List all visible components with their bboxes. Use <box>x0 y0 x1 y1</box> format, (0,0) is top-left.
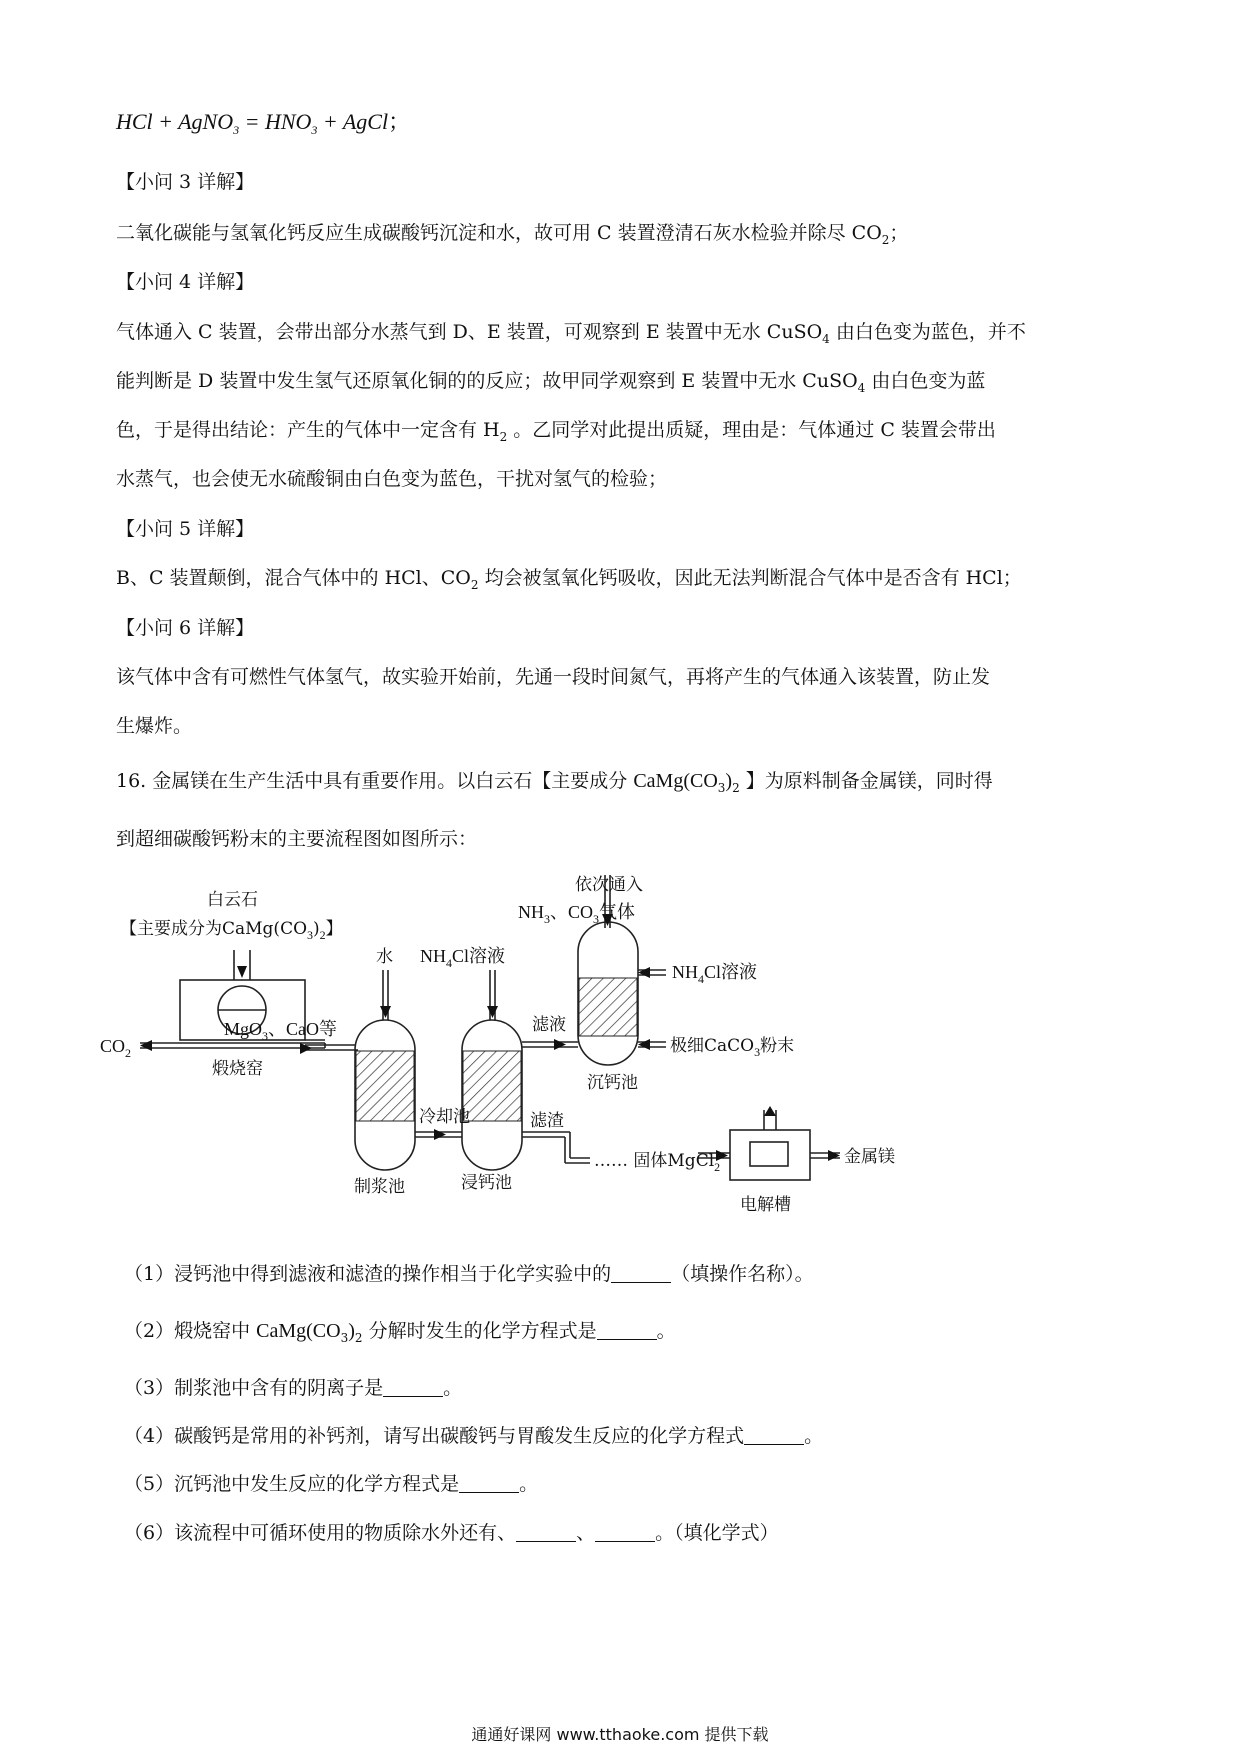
text: 由白色变为蓝色，并不 <box>829 321 1026 343</box>
t: 气体 <box>599 902 636 922</box>
text: ； <box>889 222 909 244</box>
question-4 <box>124 1422 823 1450</box>
sub: 2 <box>881 233 890 247</box>
sub: 3 <box>717 781 726 795</box>
answer-blank[interactable] <box>611 1264 671 1283</box>
t: 【主要成分为CaMg(CO <box>120 919 308 939</box>
text: 均会被氢氧化钙吸收，因此无法判断混合气体中是否含有 HCl； <box>478 567 1022 589</box>
eq-tail: ； <box>388 109 411 134</box>
footer: 通通好课网 www.tthaoke.com 提供下载 <box>471 1725 769 1744</box>
t: 3 <box>593 912 600 926</box>
problem-16-line1 <box>116 767 993 802</box>
t: MgO <box>224 1019 263 1039</box>
sub: 2 <box>470 578 479 592</box>
label-nh4cl <box>420 946 505 970</box>
section-head-4: 【小问 4 详解】 <box>116 271 255 293</box>
answer-6-line2: 生爆炸。 <box>116 715 193 737</box>
text: （4）碳酸钙是常用的补钙剂，请写出碳酸钙与胃酸发生反应的化学方程式 <box>124 1425 745 1447</box>
answer-blank[interactable] <box>516 1523 576 1542</box>
text: 。 <box>656 1320 676 1342</box>
t: 极细CaCO <box>670 1036 755 1056</box>
electrolysis-cell <box>730 1130 810 1180</box>
answer-blank[interactable] <box>595 1523 655 1542</box>
text: B、C 装置颠倒，混合气体中的 HCl、CO <box>116 567 471 589</box>
text: 能判断是 D 装置中发生氢气还原氧化铜的的反应；故甲同学观察到 E 装置中无水 CuSO <box>116 370 858 392</box>
answer-blank[interactable] <box>597 1321 657 1340</box>
eq-mid: = HNO <box>239 109 312 134</box>
t: 2 <box>714 1160 721 1174</box>
text: （6）该流程中可循环使用的物质除水外还有、 <box>124 1522 517 1544</box>
text: 。（填化学式） <box>655 1522 779 1544</box>
t: 3 <box>262 1029 269 1043</box>
section-head-6: 【小问 6 详解】 <box>116 617 255 639</box>
label-mg: 金属镁 <box>844 1147 895 1167</box>
text: 。 <box>519 1473 539 1495</box>
question-5 <box>124 1470 538 1498</box>
text: （3）制浆池中含有的阴离子是 <box>124 1377 384 1399</box>
text: （1）浸钙池中得到滤液和滤渣的操作相当于化学实验中的 <box>124 1263 612 1285</box>
label-filtrate: 滤液 <box>532 1015 566 1035</box>
answer-5 <box>116 564 1022 599</box>
t: ) <box>313 919 320 939</box>
t: 】 <box>325 919 343 939</box>
sub: 2 <box>354 1331 363 1345</box>
formula: CaMg(CO <box>633 770 718 792</box>
text: 。乙同学对此提出质疑，理由是：气体通过 C 装置会带出 <box>507 419 996 441</box>
text: 分解时发生的化学方程式是 <box>362 1320 597 1342</box>
answer-6-line1: 该气体中含有可燃性气体氢气，故实验开始前，先通一段时间氮气，再将产生的气体通入该装置，防止发 <box>116 666 991 688</box>
t: 、CO <box>550 902 594 922</box>
answer-4-line3 <box>116 416 996 451</box>
label-nh4cl-out <box>672 962 757 986</box>
t: NH <box>672 962 698 982</box>
label-settle: 沉钙池 <box>587 1073 638 1093</box>
question-3 <box>124 1374 462 1402</box>
label-water: 水 <box>376 947 393 967</box>
t: 4 <box>698 972 704 986</box>
formula: CaMg(CO <box>256 1320 341 1342</box>
answer-blank[interactable] <box>383 1378 443 1397</box>
sub: 2 <box>732 781 740 795</box>
t: 、CaO等 <box>268 1019 338 1039</box>
text: 色，于是得出结论：产生的气体中一定含有 H <box>116 419 500 441</box>
question-2 <box>124 1317 676 1352</box>
label-main-comp <box>120 919 343 942</box>
label-co2 <box>100 1036 131 1060</box>
t: …… 固体MgCl <box>594 1151 715 1171</box>
label-cool: 冷却池 <box>419 1107 470 1127</box>
formula: ) <box>348 1320 355 1342</box>
label-baiyunshi: 白云石 <box>207 890 258 910</box>
answer-blank[interactable] <box>459 1474 519 1493</box>
section-head-5: 【小问 5 详解】 <box>116 518 255 540</box>
label-caco3 <box>670 1036 794 1059</box>
label-gases <box>518 902 635 926</box>
answer-4-line2 <box>116 367 985 402</box>
label-in-turn: 依次通入 <box>575 875 643 895</box>
sub: 3 <box>340 1331 349 1345</box>
section-head-3: 【小问 3 详解】 <box>116 171 255 193</box>
eq-sub: 3 <box>233 123 240 137</box>
text: （2）煅烧窑中 <box>124 1320 257 1342</box>
answer-3 <box>116 219 908 254</box>
t: NH <box>420 946 446 966</box>
text: 】为原料制备金属镁，同时得 <box>739 770 993 792</box>
label-kiln: 煅烧窑 <box>212 1059 263 1079</box>
t: NH <box>518 902 544 922</box>
text: 气体通入 C 装置，会带出部分水蒸气到 D、E 装置，可观察到 E 装置中无水 CuSO <box>116 321 823 343</box>
text: （填操作名称）。 <box>671 1263 814 1285</box>
eq-sub: 3 <box>311 123 318 137</box>
t: CO <box>100 1036 126 1056</box>
label-cell: 电解槽 <box>740 1195 791 1215</box>
problem-16-line2: 到超细碳酸钙粉末的主要流程图如图所示： <box>116 828 478 850</box>
label-solid-mgcl2 <box>594 1151 720 1174</box>
label-residue: 滤渣 <box>530 1111 564 1131</box>
answer-4-line4: 水蒸气，也会使无水硫酸铜由白色变为蓝色，干扰对氢气的检验； <box>116 468 668 490</box>
text: 16. 金属镁在生产生活中具有重要作用。以白云石【主要成分 <box>116 770 634 792</box>
eq-right: + AgCl <box>317 109 389 134</box>
label-slurry: 制浆池 <box>354 1177 405 1197</box>
process-flow-diagram <box>100 870 1000 1240</box>
text: 二氧化碳能与氢氧化钙反应生成碳酸钙沉淀和水，故可用 C 装置澄清石灰水检验并除尽 CO <box>116 222 882 244</box>
question-6 <box>124 1519 779 1547</box>
t: 3 <box>754 1045 761 1059</box>
label-leach: 浸钙池 <box>461 1173 512 1193</box>
t: 3 <box>544 912 550 926</box>
text: （5）沉钙池中发生反应的化学方程式是 <box>124 1473 460 1495</box>
eq-left: HCl + AgNO <box>116 109 234 134</box>
t: 粉末 <box>760 1036 795 1056</box>
equation-line <box>116 108 410 144</box>
sub: 2 <box>499 430 508 444</box>
formula: ) <box>725 770 733 792</box>
answer-4-line1 <box>116 318 1026 353</box>
sub: 4 <box>857 381 866 395</box>
text: 。 <box>443 1377 463 1399</box>
text: 由白色变为蓝 <box>865 370 986 392</box>
sub: 4 <box>822 332 830 346</box>
t: 2 <box>319 928 326 942</box>
t: 3 <box>307 928 314 942</box>
text: 。 <box>804 1425 824 1447</box>
text: 、 <box>576 1522 596 1544</box>
t: 4 <box>446 956 452 970</box>
t: Cl溶液 <box>452 946 506 966</box>
t: 2 <box>125 1046 132 1060</box>
t: Cl溶液 <box>704 962 758 982</box>
answer-blank[interactable] <box>744 1426 804 1445</box>
question-1 <box>124 1260 814 1288</box>
